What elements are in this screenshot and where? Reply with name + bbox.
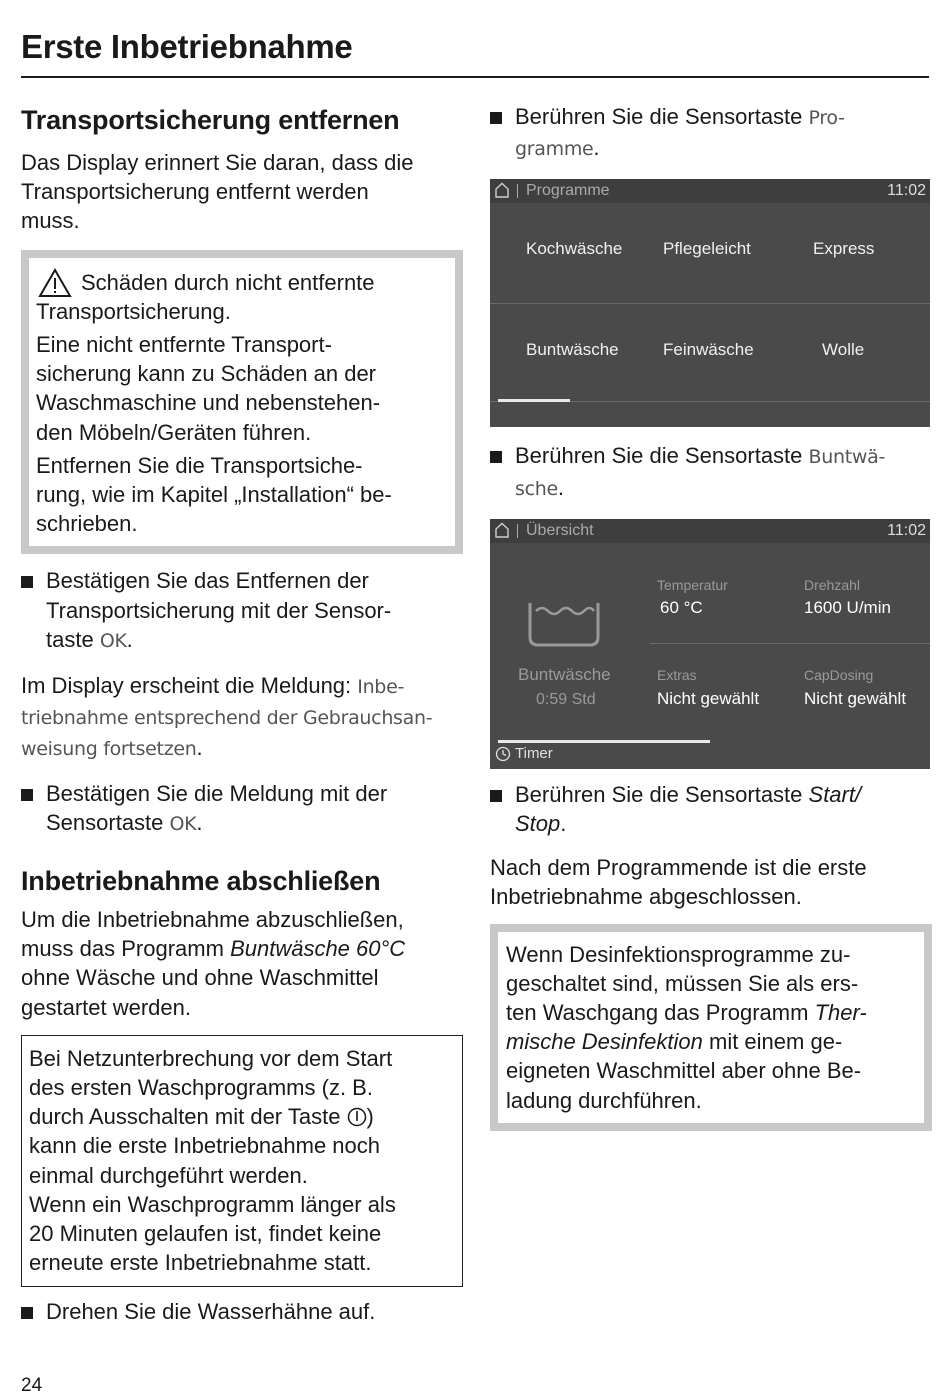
spin-value[interactable]: 1600 U/min [804, 597, 891, 617]
bullet-square [490, 451, 502, 463]
bullet-open-taps: Drehen Sie die Wasserhähne auf. [21, 1297, 463, 1326]
temp-label: Temperatur [657, 576, 728, 593]
section-heading-transport: Transportsicherung entfernen [21, 105, 400, 135]
end-paragraph: Nach dem Programmende ist die erste Inbetriebnahme abgeschlossen. [490, 855, 867, 910]
page-indicator [498, 399, 570, 402]
bullet-touch-start: Berühren Sie die Sensortaste Start/ Stop. [490, 780, 932, 838]
temp-value[interactable]: 60 °C [660, 597, 703, 617]
power-button-icon [347, 1107, 367, 1127]
page-title: Erste Inbetriebnahme [21, 28, 353, 65]
screen-clock: 11:02 [887, 182, 926, 200]
warning-heading-line1: Schäden durch nicht entfernte [81, 269, 375, 295]
program-feinwaesche[interactable]: Feinwäsche [663, 340, 754, 360]
page-number: 24 [21, 1375, 43, 1396]
overview-program-name: Buntwäsche [518, 664, 611, 684]
note-box-disinfection: Wenn Desinfektionsprogramme zu- geschaltet sind, müssen Sie als ers- ten Waschgang das Programm Ther- mische Desinfektion mit einem ge- eigneten Waschmittel aber ohne Be- ladung durchführen. [490, 924, 932, 1131]
timer-button[interactable]: Timer [515, 744, 553, 762]
bullet-square [21, 1307, 33, 1319]
program-express[interactable]: Express [813, 239, 875, 259]
section-heading-complete: Inbetriebnahme abschließen [21, 866, 381, 897]
screen-status-bar [490, 519, 930, 543]
intro-paragraph: Das Display erinnert Sie daran, dass die Transportsicherung entfernt werden muss. [21, 150, 414, 234]
home-icon[interactable] [495, 522, 509, 538]
left-column [21, 100, 463, 1326]
screen-title: Übersicht [526, 521, 594, 539]
program-pflegeleicht[interactable]: Pflegeleicht [663, 239, 751, 259]
screen-title: Programme [526, 182, 610, 200]
right-column [490, 100, 932, 1131]
display-message-paragraph: Im Display erscheint die Meldung: Inbe- triebnahme entsprechend der Gebrauchsan- weisung fortsetzen. [21, 673, 433, 761]
program-wolle[interactable]: Wolle [822, 340, 865, 360]
screen-status-bar [490, 179, 930, 203]
warning-triangle-icon [38, 268, 72, 298]
bullet-square [490, 112, 502, 124]
bullet-square [21, 576, 33, 588]
display-key-ok: OK [99, 629, 127, 652]
bullet-square [21, 789, 33, 801]
title-rule [21, 76, 929, 78]
program-kochwaesche[interactable]: Kochwäsche [526, 239, 623, 259]
warning-box: Schäden durch nicht entfernte Transportsicherung. Eine nicht entfernte Transport- sicherung kann zu Schäden an der Waschmaschine und nebenstehen- den Möbeln/Geräten führen. Entfernen Sie die Transportsiche- rung, wie im Kapitel „Installation“ be- schrieben. [21, 250, 463, 555]
screen-clock: 11:02 [887, 521, 926, 539]
spin-label: Drehzahl [804, 576, 861, 593]
note-box-power-outage: Bei Netzunterbrechung vor dem Start des ersten Waschprogramms (z. B. durch Ausschalten mit der Taste ) kann die erste Inbetriebnahme noch einmal durchgeführt werden. Wenn ein Waschprogramm länger als 20 Minuten gelaufen ist, findet keine erneute erste Inbetriebnahme statt. [21, 1035, 463, 1287]
capdosing-value[interactable]: Nicht gewählt [804, 688, 907, 708]
extras-label: Extras [657, 666, 697, 683]
bullet-touch-buntwaesche: Berühren Sie die Sensortaste Buntwä- sche. [490, 441, 932, 503]
complete-paragraph: Um die Inbetriebnahme abzuschließen, muss das Programm Buntwäsche 60°C ohne Wäsche und ohne Waschmittel gestartet werden. [21, 907, 406, 1020]
display-screen-overview [490, 519, 930, 769]
display-key-ok: OK [169, 812, 197, 835]
bullet-confirm-removal: Bestätigen Sie das Entfernen der Transportsicherung mit der Sensor- taste OK. [21, 566, 463, 656]
wash-tub-icon [526, 599, 602, 647]
extras-value[interactable]: Nicht gewählt [657, 688, 760, 708]
bullet-confirm-message: Bestätigen Sie die Meldung mit der Sensortaste OK. [21, 779, 463, 839]
bullet-touch-programme: Berühren Sie die Sensortaste Pro- gramme. [490, 102, 932, 164]
overview-duration: 0:59 Std [536, 690, 596, 708]
program-buntwaesche[interactable]: Buntwäsche [526, 340, 619, 360]
clock-icon [495, 746, 511, 762]
home-icon[interactable] [495, 182, 509, 198]
display-screen-programmes [490, 179, 930, 427]
progress-indicator [498, 740, 710, 743]
bullet-square [490, 790, 502, 802]
capdosing-label: CapDosing [804, 666, 874, 683]
